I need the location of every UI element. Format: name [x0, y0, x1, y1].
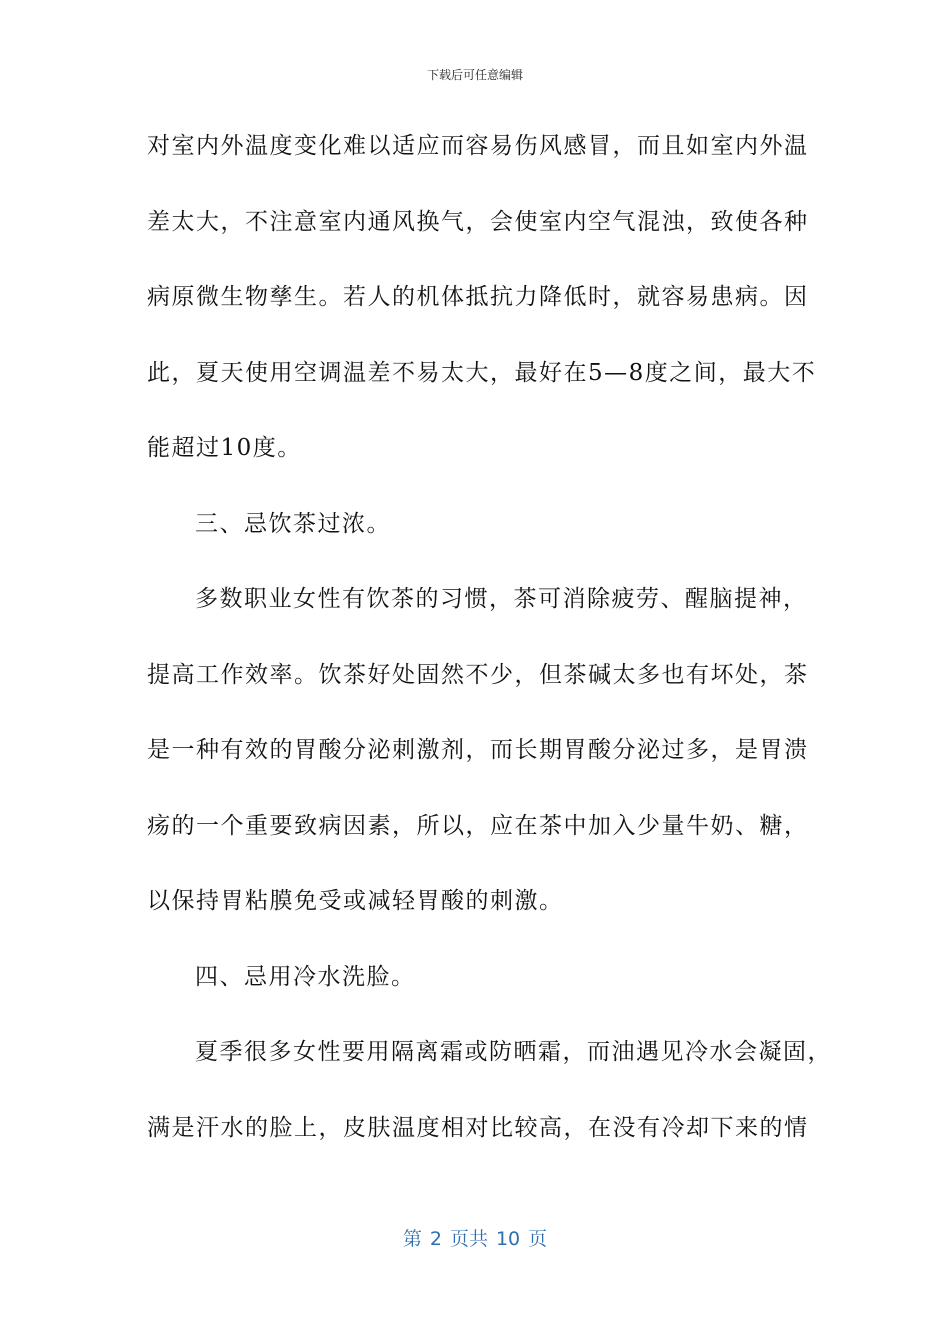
page-label-suffix: 页: [528, 1228, 548, 1250]
current-page-number: 2: [429, 1228, 442, 1250]
page-footer: [0, 1224, 950, 1251]
text-line: 夏季很多女性要用隔离霜或防晒霜，而油遇见冷水会凝固，: [195, 1039, 832, 1065]
text-line: 疡的一个重要致病因素，所以，应在茶中加入少量牛奶、糖，: [147, 812, 809, 839]
text-line: 多数职业女性有饮茶的习惯，茶可消除疲劳、醒脑提神，: [195, 586, 808, 612]
text-line: 是一种有效的胃酸分泌刺激剂，而长期胃酸分泌过多，是胃溃: [147, 737, 809, 763]
section-heading: 四、忌用冷水洗脸。: [195, 963, 416, 990]
text-line: 提高工作效率。饮茶好处固然不少，但茶碱太多也有坏处，茶: [147, 661, 809, 688]
page-label-middle: 页共: [449, 1228, 488, 1250]
text-line: 差太大，不注意室内通风换气，会使室内空气混浊，致使各种: [147, 208, 809, 235]
total-pages-number: 10: [495, 1228, 521, 1250]
document-body: [147, 123, 832, 1180]
text-line: 对室内外温度变化难以适应而容易伤风感冒，而且如室内外温: [147, 133, 809, 159]
page-label-prefix: 第: [402, 1228, 422, 1250]
text-line: 满是汗水的脸上，皮肤温度相对比较高，在没有冷却下来的情: [147, 1114, 809, 1141]
text-line: 以保持胃粘膜免受或减轻胃酸的刺激。: [147, 888, 564, 914]
text-line: 能超过10度。: [147, 435, 302, 461]
page-header: 下载后可任意编辑: [426, 68, 523, 82]
section-heading: 三、忌饮茶过浓。: [195, 510, 391, 537]
text-line: 病原微生物孳生。若人的机体抵抗力降低时，就容易患病。因: [147, 284, 809, 310]
text-line: 此，夏天使用空调温差不易太大，最好在5—8度之间，最大不: [147, 359, 817, 386]
